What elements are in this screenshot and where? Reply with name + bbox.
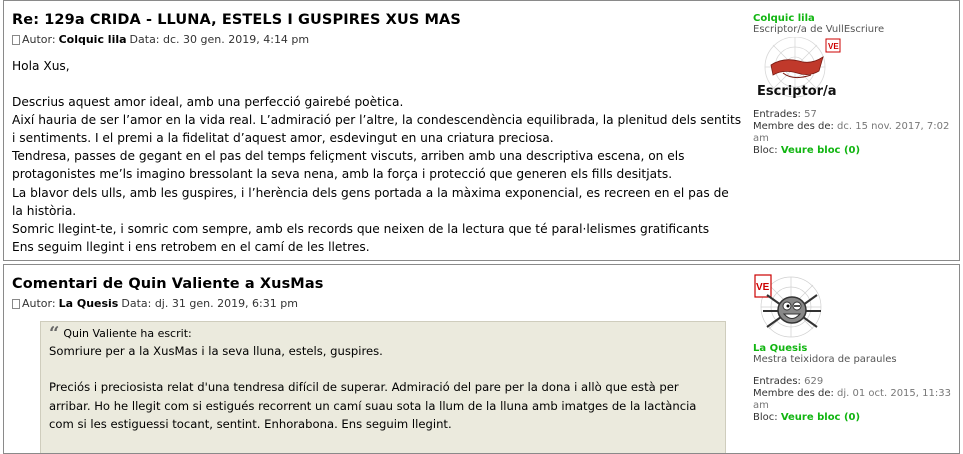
entries-row: Entrades: 629 [753,376,824,387]
badge-logo: VE [828,42,839,51]
profile-username[interactable]: La Quesis [753,343,808,354]
entries-count: 57 [804,109,817,120]
post-body [12,265,742,454]
quote-block [40,321,726,454]
member-since-date: dc. 15 nov. 2017, 7:02 am [753,121,950,144]
author-prefix: Autor: [22,33,56,46]
rank-badge-image [753,37,863,101]
post-title[interactable]: Comentari de Quin Valiente a XusMas [12,276,324,292]
paragraph: La blavor dels ulls, amb les guspires, i l’herència dels gens portada a la màxima exponencial, es recreen en el pas de la història. [12,185,729,218]
post-title[interactable]: Re: 129a CRIDA - LLUNA, ESTELS I GUSPIRES XUS MAS [12,12,461,28]
member-since-date: dj. 01 oct. 2015, 11:33 am [753,388,951,411]
document-icon [12,35,20,45]
author-profile [753,1,958,157]
post-meta [12,33,742,46]
quote-cite: “ Quin Valiente ha escrit: [49,323,192,344]
paragraph: Tendresa, passes de gegant en el pas del temps feliçment viscuts, arriben amb una descriptiva escena, on els protagonistes me’ls imagino bressolant la seva nena, amb la força i protecció que generen els fills desitjats. [12,149,685,182]
post-content [12,57,742,256]
profile-rank: Escriptor/a de VullEscriure [753,24,885,35]
greeting: Hola Xus, [12,59,70,73]
blog-link[interactable]: Veure bloc (0) [780,145,861,156]
profile-username[interactable]: Colquic lila [753,13,815,24]
paragraph: Així hauria de ser l’amor en la vida real. L’admiració per l’altre, la condescendència equilibrada, la plenitud dels sentits i sentiments. I el premi a la fidelitat d’aquest amor, esdevingut en una criatura preciosa. [12,113,742,146]
profile-rank: Mestra teixidora de paraules [753,354,897,365]
post-date: Data: dc. 30 gen. 2019, 4:14 pm [129,33,310,46]
blog-row: Bloc: Veure bloc (0) [753,145,861,156]
post-meta [12,297,742,310]
quote-icon: “ [49,323,60,344]
entries-count: 629 [804,376,824,387]
badge-text: Escriptor/a [757,84,837,99]
quote-line: Preciós i preciosista relat d'una tendresa difícil de superar. Admiració del pare per la dona i allò que està per arribar. Ho he llegit com si estigués recorrent un camí suau sota la llum de la lluna amb imatges de la lactància com si les estiguessi tocant, sentint. Enhorabona. Ens seguim llegint. [49,380,697,432]
author-prefix: Autor: [22,297,56,310]
post [3,264,960,454]
entries-row: Entrades: 57 [753,109,817,120]
document-icon [12,299,20,309]
author-link[interactable]: La Quesis [58,297,119,310]
post-date: Data: dj. 31 gen. 2019, 6:31 pm [121,297,298,310]
author-link[interactable]: Colquic lila [58,33,127,46]
author-profile [753,265,958,424]
avatar [753,273,823,339]
paragraph: Somric llegint-te, i somric com sempre, amb els records que neixen de la lectura que té paral·lelismes gratificants [12,221,710,236]
blog-row: Bloc: Veure bloc (0) [753,412,861,423]
paragraph: Ens seguim llegint i ens retrobem en el camí de les lletres. [12,239,370,254]
paragraph: Descrius aquest amor ideal, amb una perfecció gairebé poètica. [12,95,404,110]
member-since-row: Membre des de: dc. 15 nov. 2017, 7:02 am [753,121,950,144]
blog-link[interactable]: Veure bloc (0) [780,412,861,423]
post-body [12,1,742,256]
post [3,0,960,261]
member-since-row: Membre des de: dj. 01 oct. 2015, 11:33 am [753,388,951,411]
quote-line: Somriure per a la XusMas i la seva lluna, estels, guspires. [49,344,383,358]
avatar-logo: VE [756,282,770,293]
